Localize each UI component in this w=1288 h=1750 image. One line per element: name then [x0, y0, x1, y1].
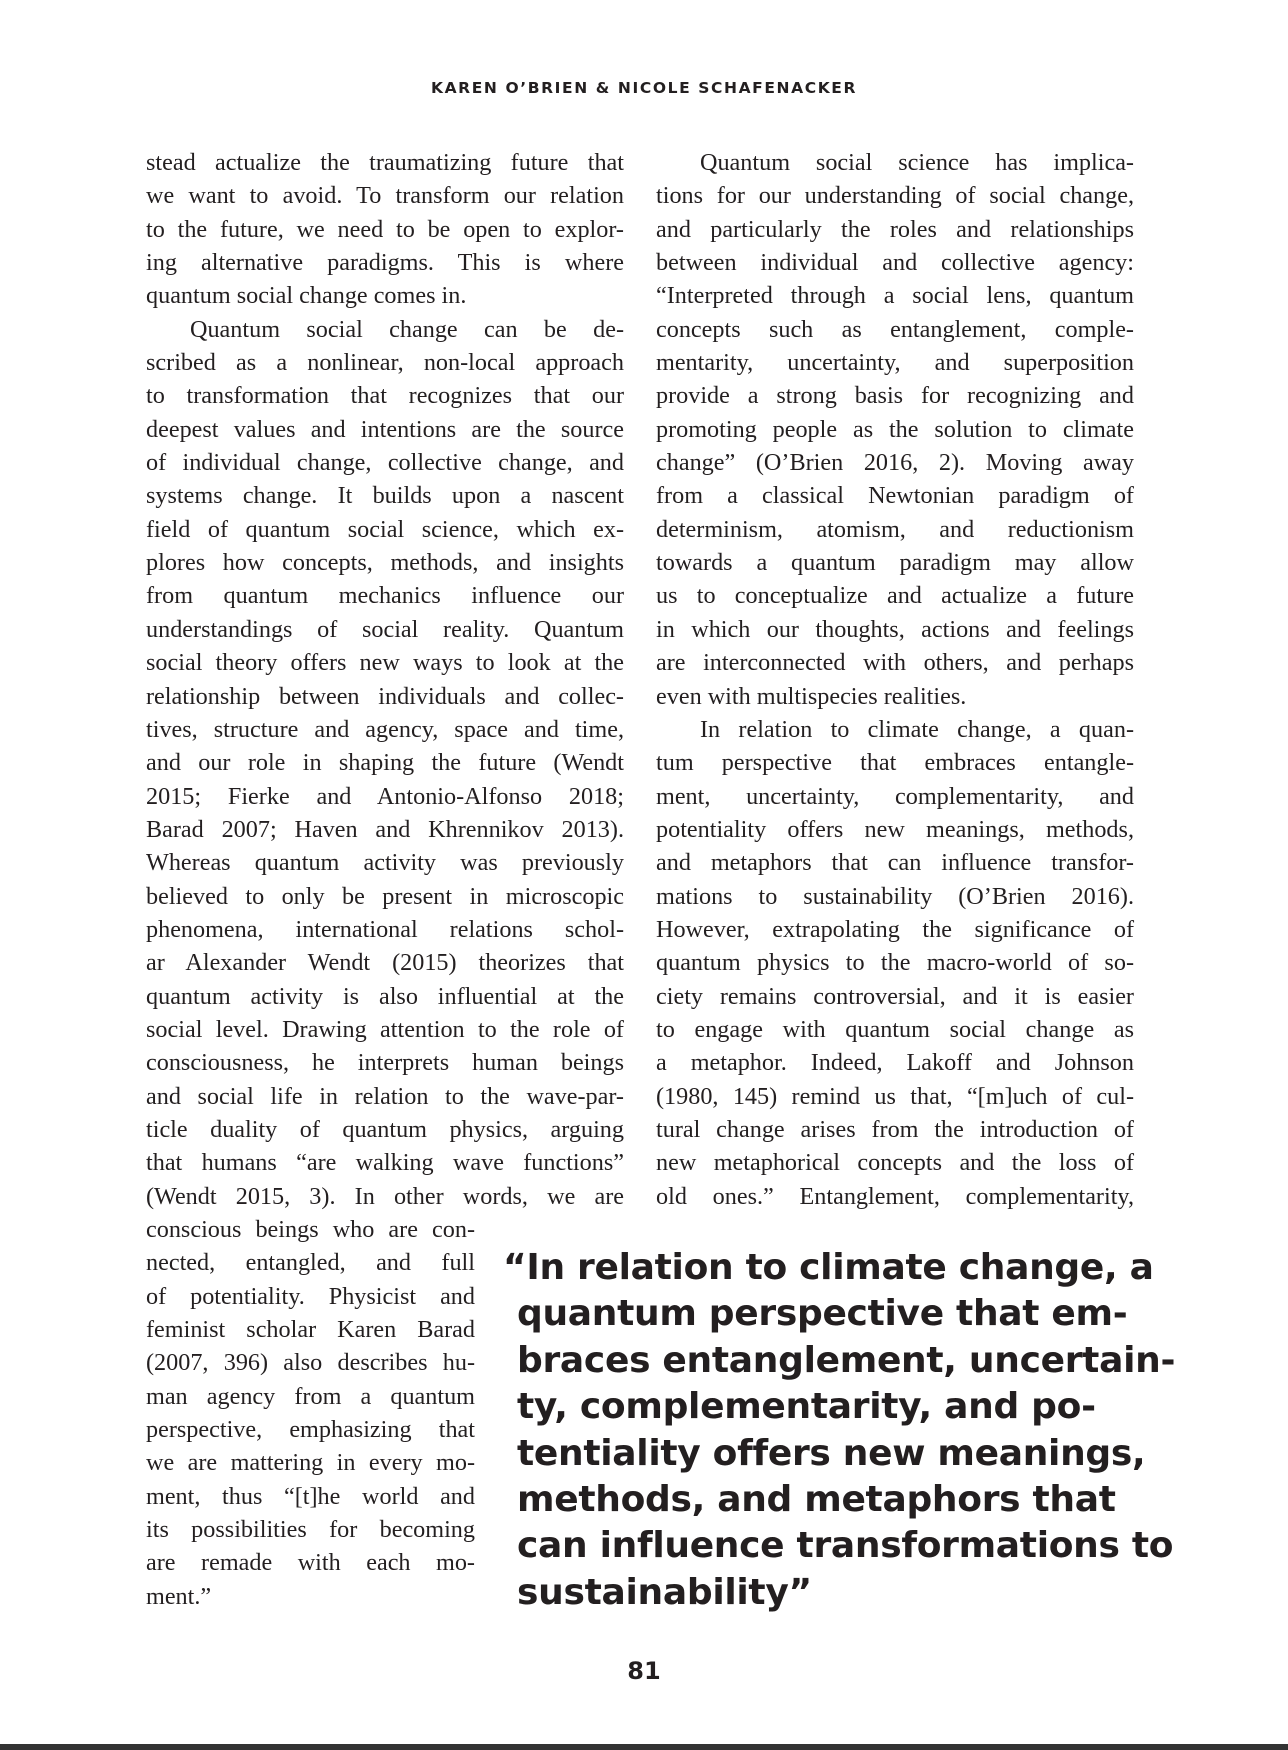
text-line: quantum social change comes in.: [146, 282, 467, 310]
text-line: change” (O’Brien 2016, 2). Moving away: [656, 449, 1134, 477]
text-line: of individual change, collective change, and: [146, 449, 624, 477]
pull-quote-line: braces entanglement, uncertain-: [517, 1339, 1176, 1381]
page-bottom-border: [0, 1744, 1288, 1750]
text-line: stead actualize the traumatizing future that: [146, 149, 624, 176]
text-line: field of quantum social science, which ex-: [146, 515, 624, 543]
text-line: Whereas quantum activity was previously: [146, 849, 624, 877]
text-line: old ones.” Entanglement, complementarity,: [656, 1182, 1134, 1210]
pull-quote-line: “In relation to climate change, a: [503, 1247, 1154, 1288]
text-line: feminist scholar Karen Barad: [146, 1316, 475, 1344]
text-line: and particularly the roles and relationships: [656, 215, 1134, 243]
text-line: ing alternative paradigms. This is where: [146, 249, 624, 277]
text-line: (2007, 396) also describes hu-: [146, 1349, 475, 1377]
text-line: of potentiality. Physicist and: [146, 1282, 475, 1310]
text-line: consciousness, he interprets human beings: [146, 1049, 624, 1077]
text-line: provide a strong basis for recognizing and: [656, 382, 1134, 410]
text-line: deepest values and intentions are the source: [146, 415, 624, 443]
text-line: ciety remains controversial, and it is easier: [656, 982, 1134, 1010]
pull-quote-line: methods, and metaphors that: [517, 1479, 1116, 1521]
text-line: are interconnected with others, and perhaps: [656, 649, 1134, 677]
text-line: in which our thoughts, actions and feelings: [656, 615, 1134, 643]
text-line: tions for our understanding of social change,: [656, 182, 1134, 210]
text-line: quantum physics to the macro-world of so-: [656, 949, 1134, 977]
text-line: systems change. It builds upon a nascent: [146, 482, 624, 510]
text-line: we want to avoid. To transform our relation: [146, 182, 624, 210]
text-line: even with multispecies realities.: [656, 682, 967, 710]
text-line: to the future, we need to be open to explor-: [146, 215, 624, 243]
paragraph-start-line: In relation to climate change, a quan-: [700, 715, 1134, 743]
text-line: understandings of social reality. Quantum: [146, 615, 624, 643]
text-line: believed to only be present in microscopic: [146, 882, 624, 910]
text-line: determinism, atomism, and reductionism: [656, 515, 1134, 543]
text-line: concepts such as entanglement, comple-: [656, 315, 1134, 343]
text-line: from a classical Newtonian paradigm of: [656, 482, 1134, 510]
left-column-narrow: [146, 1213, 475, 1613]
pull-quote: [503, 1245, 1176, 1616]
paragraph-start-line: Quantum social science has implica-: [700, 149, 1134, 176]
text-line: man agency from a quantum: [146, 1382, 475, 1410]
right-column: [656, 146, 1134, 1213]
paragraph-start-line: Quantum social change can be de-: [190, 315, 624, 343]
text-line: social level. Drawing attention to the role of: [146, 1015, 624, 1043]
pull-quote-line: sustainability”: [517, 1571, 812, 1613]
text-line: relationship between individuals and collec-: [146, 682, 624, 710]
pull-quote-line: tentiality offers new meanings,: [517, 1432, 1146, 1474]
text-line: ment, uncertainty, complementarity, and: [656, 782, 1134, 810]
text-line: plores how concepts, methods, and insights: [146, 549, 624, 577]
text-line: and our role in shaping the future (Wendt: [146, 749, 624, 777]
text-line: perspective, emphasizing that: [146, 1416, 475, 1444]
text-line: scribed as a nonlinear, non-local approach: [146, 349, 624, 377]
text-line: ar Alexander Wendt (2015) theorizes that: [146, 949, 624, 977]
text-line: (1980, 145) remind us that, “[m]uch of cul-: [656, 1082, 1134, 1110]
text-line: mations to sustainability (O’Brien 2016).: [656, 882, 1134, 910]
pull-quote-line: ty, complementarity, and po-: [517, 1386, 1096, 1428]
text-line: 2015; Fierke and Antonio-Alfonso 2018;: [146, 782, 624, 810]
text-line: tives, structure and agency, space and time,: [146, 715, 624, 743]
text-line: to transformation that recognizes that our: [146, 382, 624, 410]
text-line: ment, thus “[t]he world and: [146, 1482, 475, 1510]
text-line: (Wendt 2015, 3). In other words, we are: [146, 1182, 624, 1210]
text-line: potentiality offers new meanings, methods,: [656, 815, 1134, 843]
pull-quote-line: can influence transformations to: [517, 1525, 1174, 1567]
running-head: KAREN O’BRIEN & NICOLE SCHAFENACKER: [430, 79, 858, 97]
text-line: promoting people as the solution to climate: [656, 415, 1134, 443]
text-line: new metaphorical concepts and the loss of: [656, 1149, 1134, 1177]
text-line: its possibilities for becoming: [146, 1516, 475, 1544]
text-line: phenomena, international relations schol-: [146, 915, 624, 943]
text-line: mentarity, uncertainty, and superposition: [656, 349, 1134, 377]
text-line: towards a quantum paradigm may allow: [656, 549, 1134, 577]
text-line: social theory offers new ways to look at the: [146, 649, 624, 677]
pull-quote-line: quantum perspective that em-: [517, 1293, 1128, 1335]
text-line: between individual and collective agency:: [656, 249, 1134, 277]
text-line: and social life in relation to the wave-par-: [146, 1082, 624, 1110]
text-line: a metaphor. Indeed, Lakoff and Johnson: [656, 1049, 1134, 1077]
text-line: ticle duality of quantum physics, arguing: [146, 1115, 624, 1143]
text-line: and metaphors that can influence transfor-: [656, 849, 1134, 877]
text-line: to engage with quantum social change as: [656, 1015, 1134, 1043]
text-line: from quantum mechanics influence our: [146, 582, 624, 610]
left-column: [146, 146, 624, 1213]
text-line: Barad 2007; Haven and Khrennikov 2013).: [146, 815, 624, 843]
text-line: us to conceptualize and actualize a future: [656, 582, 1134, 610]
text-line: that humans “are walking wave functions”: [146, 1149, 624, 1177]
text-line: conscious beings who are con-: [146, 1216, 475, 1243]
text-line: we are mattering in every mo-: [146, 1449, 475, 1477]
text-line: ment.”: [146, 1582, 212, 1610]
text-line: However, extrapolating the significance of: [656, 915, 1134, 943]
page-number: 81: [627, 1657, 661, 1685]
text-line: are remade with each mo-: [146, 1549, 475, 1577]
text-line: quantum activity is also influential at the: [146, 982, 624, 1010]
text-line: tural change arises from the introduction of: [656, 1115, 1134, 1143]
text-line: “Interpreted through a social lens, quantum: [656, 282, 1134, 310]
text-line: nected, entangled, and full: [146, 1249, 475, 1277]
text-line: tum perspective that embraces entangle-: [656, 749, 1134, 777]
